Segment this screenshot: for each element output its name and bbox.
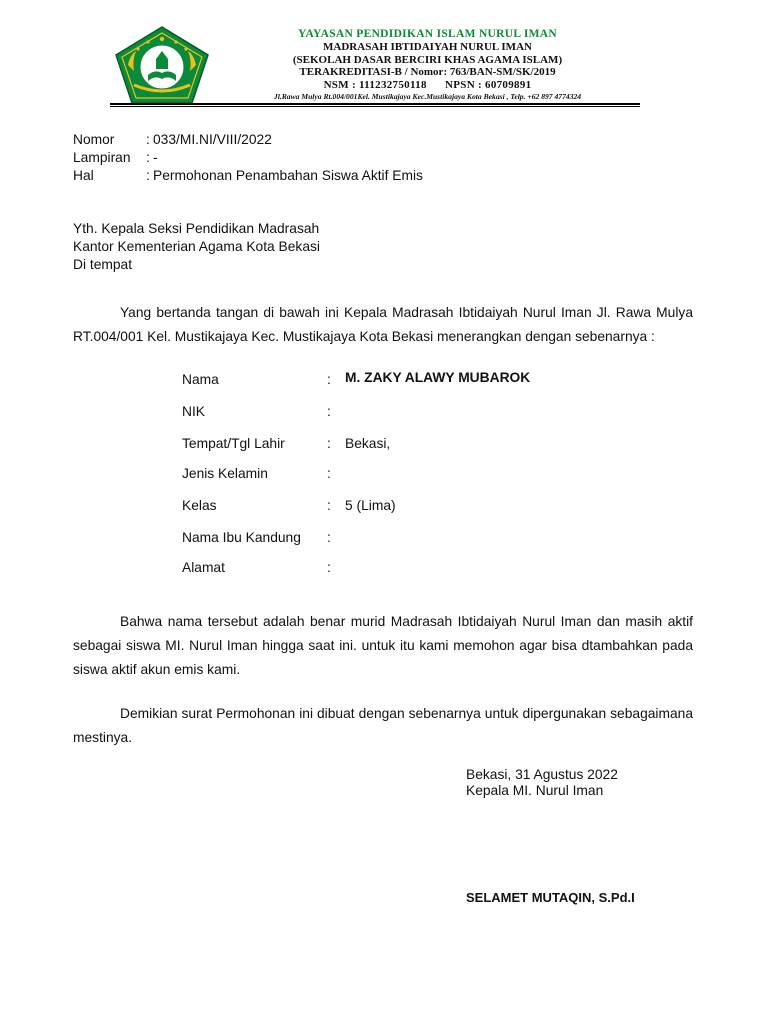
student-label: Jenis Kelamin bbox=[182, 466, 268, 481]
student-row bbox=[182, 372, 662, 392]
reference-label: Hal bbox=[73, 168, 94, 183]
student-row bbox=[182, 436, 662, 456]
student-value: M. ZAKY ALAWY MUBAROK bbox=[345, 370, 531, 385]
closing-text: Demikian surat Permohonan ini dibuat dengan sebenarnya untuk dipergunakan sebagaimana mestinya. bbox=[73, 706, 693, 745]
colon: : bbox=[327, 530, 331, 545]
signer-name: SELAMET MUTAQIN, S.Pd.I bbox=[466, 890, 635, 905]
letterhead-rule-thin bbox=[110, 106, 640, 107]
colon: : bbox=[146, 132, 150, 147]
reference-label: Lampiran bbox=[73, 150, 131, 165]
place-date: Bekasi, 31 Agustus 2022 bbox=[466, 767, 618, 782]
letterhead bbox=[215, 28, 640, 102]
statement-paragraph bbox=[73, 610, 693, 682]
signature-block bbox=[466, 767, 618, 799]
student-row bbox=[182, 404, 662, 424]
recipient-line: Kantor Kementerian Agama Kota Bekasi bbox=[73, 239, 320, 254]
reference-value: 033/MI.NI/VIII/2022 bbox=[153, 132, 272, 147]
accreditation: TERAKREDITASI-B / Nomor: 763/BAN-SM/SK/2019 bbox=[299, 66, 556, 78]
school-ids: NSM : 111232750118 NPSN : 60709891 bbox=[323, 78, 532, 91]
student-label: NIK bbox=[182, 404, 205, 419]
student-label: Nama bbox=[182, 372, 219, 387]
student-row bbox=[182, 466, 662, 486]
student-value: 5 (Lima) bbox=[345, 498, 396, 513]
student-label: Kelas bbox=[182, 498, 217, 513]
colon: : bbox=[327, 560, 331, 575]
student-row bbox=[182, 560, 662, 580]
student-row bbox=[182, 530, 662, 550]
colon: : bbox=[327, 466, 331, 481]
opening-paragraph bbox=[73, 301, 693, 349]
reference-value: Permohonan Penambahan Siswa Aktif Emis bbox=[153, 168, 423, 183]
recipient-block bbox=[73, 220, 320, 274]
colon: : bbox=[327, 404, 331, 419]
colon: : bbox=[327, 498, 331, 513]
school-address: Jl.Rawa Mulya Rt.004/001Kel. Mustikajaya Kec.Mustikajaya Kota Bekasi , Telp. +62 897 4774324 bbox=[273, 92, 582, 101]
closing-paragraph bbox=[73, 702, 693, 750]
student-row bbox=[182, 498, 662, 518]
colon: : bbox=[146, 150, 150, 165]
foundation-name: YAYASAN PENDIDIKAN ISLAM NURUL IMAN bbox=[297, 28, 558, 40]
school-subtitle: (SEKOLAH DASAR BERCIRI KHAS AGAMA ISLAM) bbox=[292, 53, 563, 66]
student-label: Nama Ibu Kandung bbox=[182, 530, 301, 545]
student-label: Alamat bbox=[182, 560, 225, 575]
reference-label: Nomor bbox=[73, 132, 115, 147]
student-value: Bekasi, bbox=[345, 436, 391, 451]
reference-value: - bbox=[153, 150, 158, 165]
school-name: MADRASAH IBTIDAIYAH NURUL IMAN bbox=[323, 41, 532, 53]
student-label: Tempat/Tgl Lahir bbox=[182, 436, 285, 451]
colon: : bbox=[146, 168, 150, 183]
recipient-line: Yth. Kepala Seksi Pendidikan Madrasah bbox=[73, 221, 320, 236]
signer-position: Kepala MI. Nurul Iman bbox=[466, 783, 604, 798]
opening-text: Yang bertanda tangan di bawah ini Kepala Madrasah Ibtidaiyah Nurul Iman Jl. Rawa Mulya RT.004/001 Kel. Mustikajaya Kec. Mustikajaya Kota Bekasi menerangkan dengan sebenarnya : bbox=[73, 305, 693, 344]
kemenag-logo-icon bbox=[112, 25, 212, 105]
letterhead-rule-thick bbox=[110, 103, 640, 105]
statement-text: Bahwa nama tersebut adalah benar murid Madrasah Ibtidaiyah Nurul Iman dan masih aktif sebagai siswa MI. Nurul Iman hingga saat ini. untuk itu kami memohon agar bisa dtambahkan pada siswa aktif akun emis kami. bbox=[73, 614, 693, 677]
colon: : bbox=[327, 372, 331, 387]
colon: : bbox=[327, 436, 331, 451]
recipient-line: Di tempat bbox=[73, 257, 133, 272]
